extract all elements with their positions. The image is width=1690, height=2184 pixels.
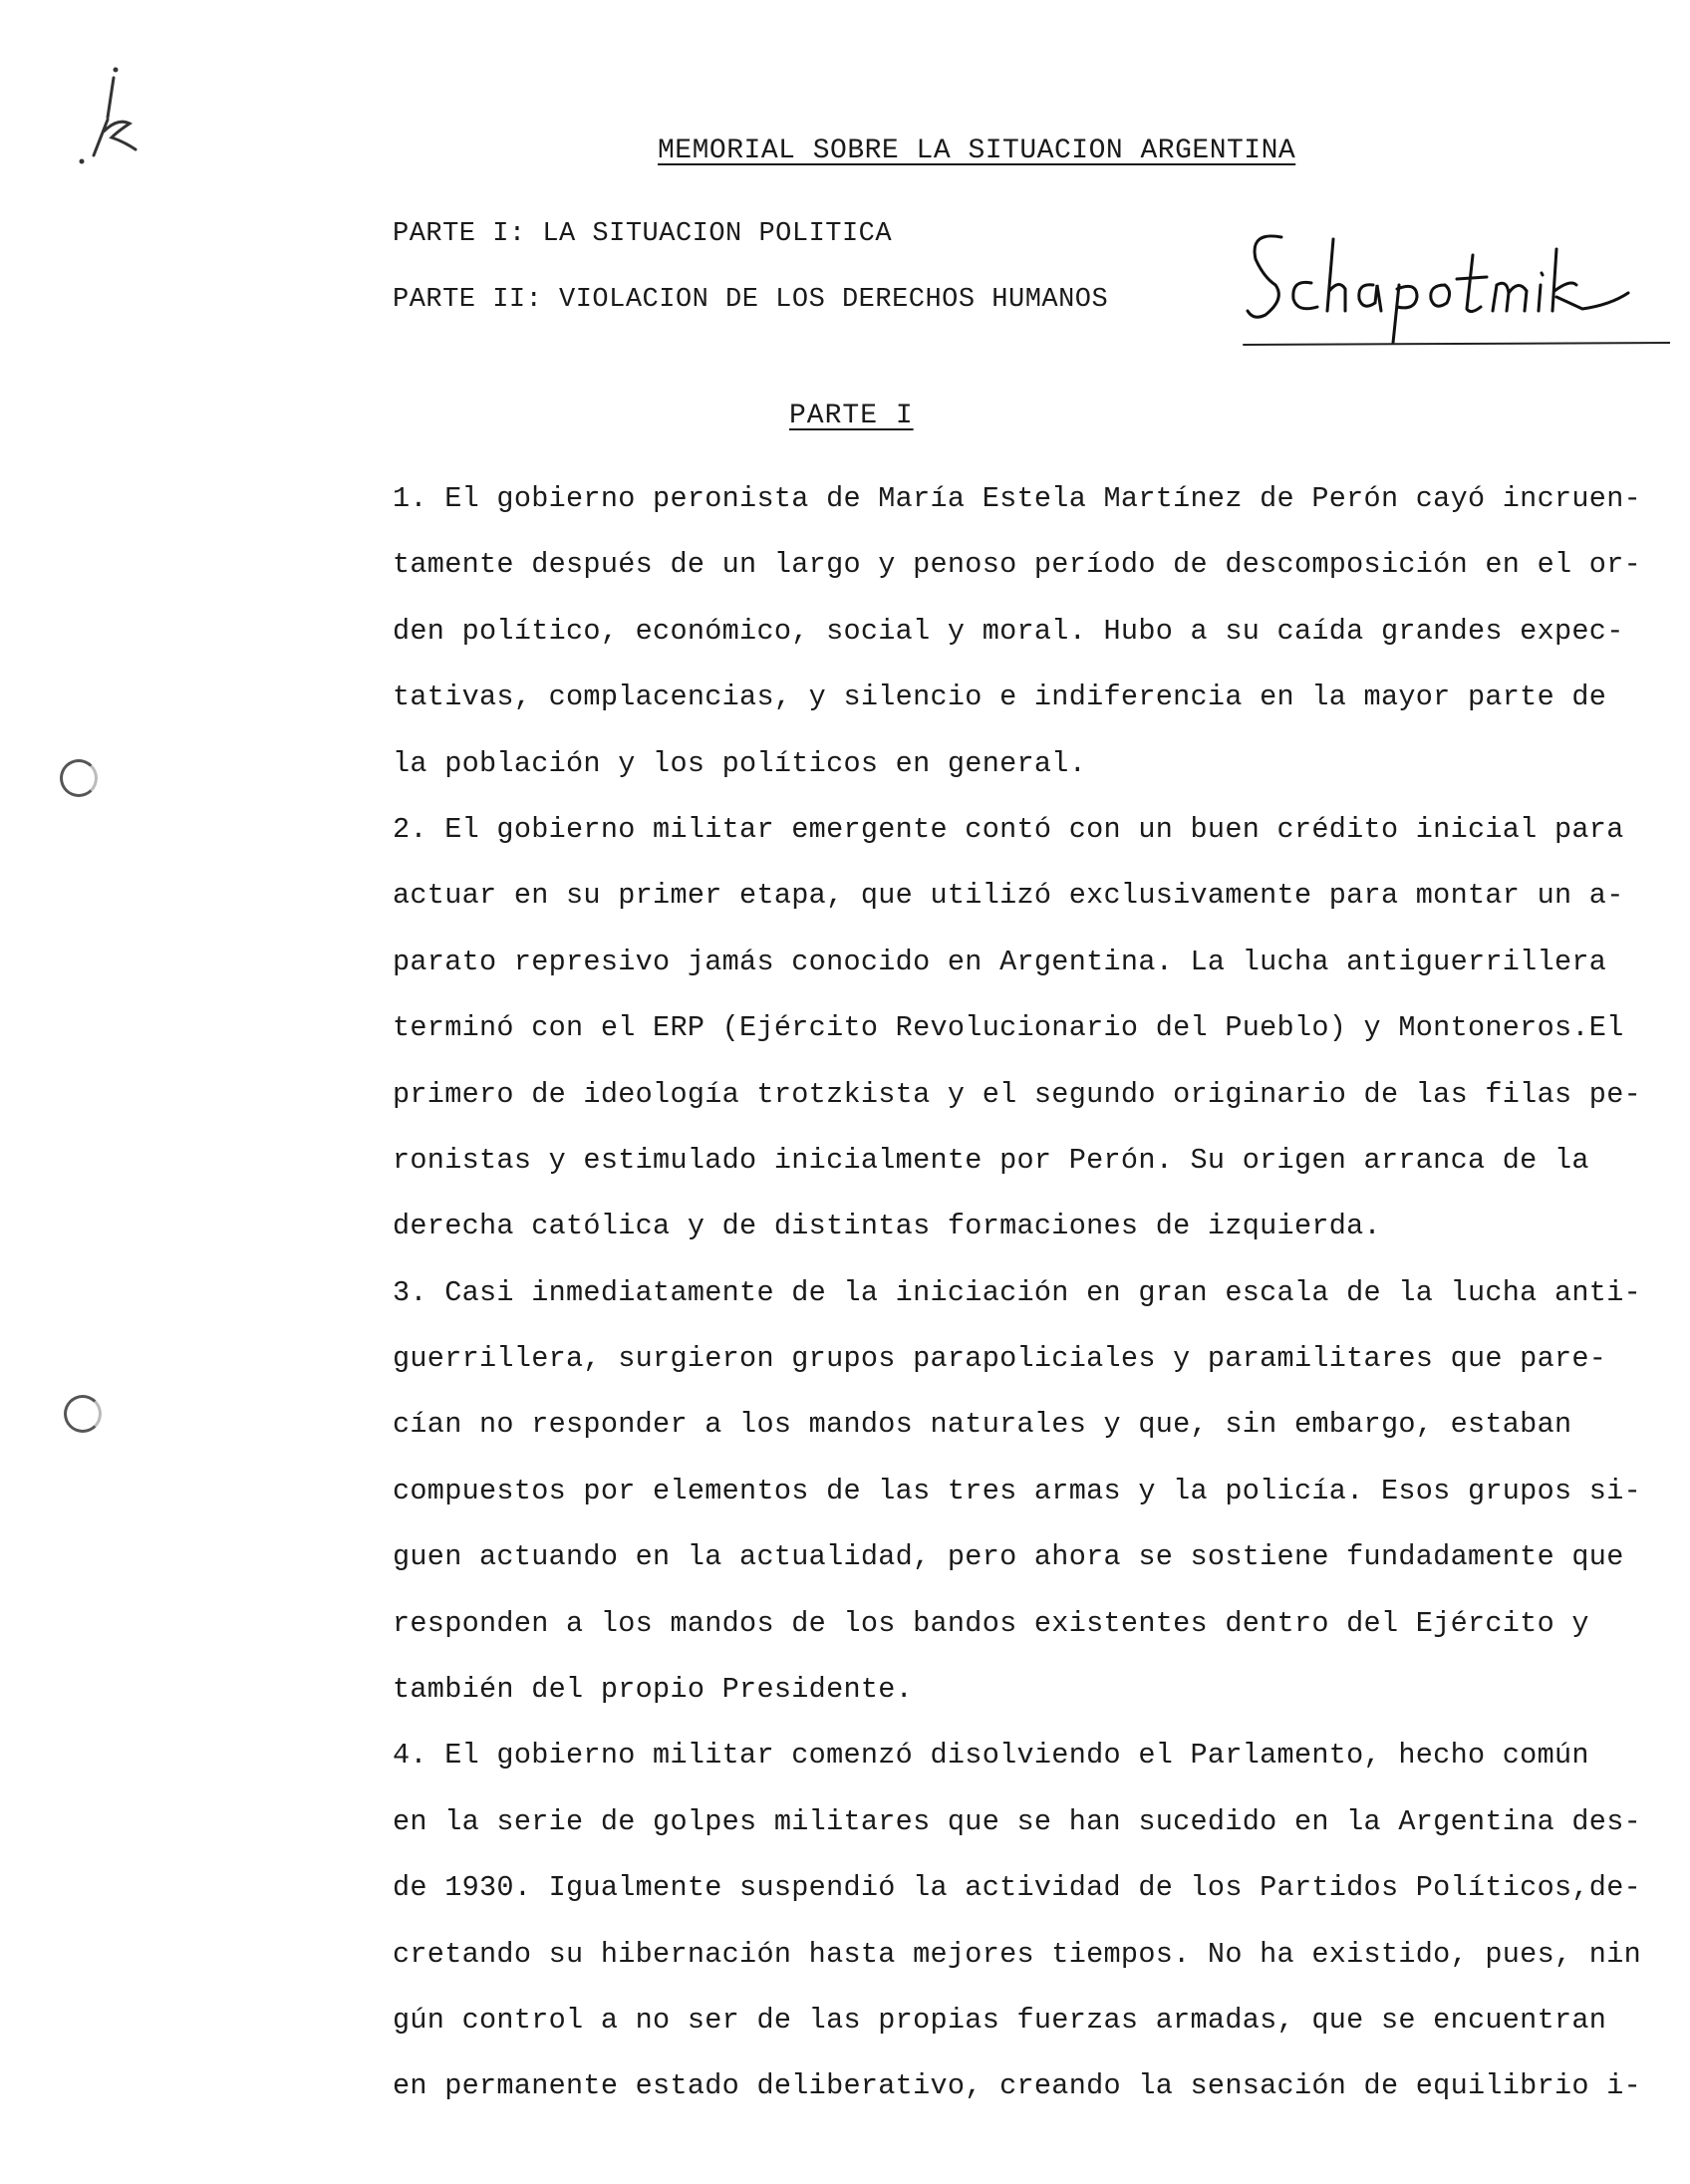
text-line: terminó con el ERP (Ejército Revolucionario del Pueblo) y Montoneros.El bbox=[393, 1011, 1624, 1045]
handwritten-signature bbox=[1242, 219, 1670, 349]
text-line: cretando su hibernación hasta mejores tiempos. No ha existido, pues, nin bbox=[393, 1937, 1641, 1971]
text-line: en permanente estado deliberativo, creando la sensación de equilibrio i- bbox=[393, 2069, 1641, 2103]
section-heading: PARTE I bbox=[789, 401, 914, 431]
text-line: responden a los mandos de los bandos existentes dentro del Ejército y bbox=[393, 1606, 1589, 1640]
text-line: derecha católica y de distintas formaciones de izquierda. bbox=[393, 1210, 1381, 1243]
punch-hole bbox=[60, 759, 98, 797]
subtitle-part-two: PARTE II: VIOLACION DE LOS DERECHOS HUMANOS bbox=[393, 285, 1109, 315]
text-line: en la serie de golpes militares que se han sucedido en la Argentina des- bbox=[393, 1804, 1641, 1838]
text-line: ronistas y estimulado inicialmente por Perón. Su origen arranca de la bbox=[393, 1143, 1589, 1177]
text-line: guerrillera, surgieron grupos parapoliciales y paramilitares que pare- bbox=[393, 1342, 1607, 1376]
document-body bbox=[393, 466, 1688, 2120]
punch-hole bbox=[64, 1395, 102, 1433]
text-line: 3. Casi inmediatamente de la iniciación en gran escala de la lucha anti- bbox=[393, 1275, 1641, 1309]
text-line: cían no responder a los mandos naturales y que, sin embargo, estaban bbox=[393, 1408, 1572, 1442]
handwritten-initial-mark bbox=[78, 58, 167, 167]
text-line: compuestos por elementos de las tres armas y la policía. Esos grupos si- bbox=[393, 1474, 1641, 1507]
text-line: 2. El gobierno militar emergente contó con un buen crédito inicial para bbox=[393, 812, 1624, 846]
text-line: actuar en su primer etapa, que utilizó exclusivamente para montar un a- bbox=[393, 879, 1624, 913]
text-line: también del propio Presidente. bbox=[393, 1673, 914, 1707]
text-line: tativas, complacencias, y silencio e indiferencia en la mayor parte de bbox=[393, 681, 1607, 714]
text-line: den político, económico, social y moral. Hubo a su caída grandes expec- bbox=[393, 614, 1624, 648]
text-line: 4. El gobierno militar comenzó disolviendo el Parlamento, hecho común bbox=[393, 1739, 1589, 1773]
text-line: tamente después de un largo y penoso período de descomposición en el or- bbox=[393, 548, 1641, 582]
text-line: parato represivo jamás conocido en Argentina. La lucha antiguerrillera bbox=[393, 945, 1607, 978]
document-title: MEMORIAL SOBRE LA SITUACION ARGENTINA bbox=[658, 136, 1296, 166]
text-line: gún control a no ser de las propias fuerzas armadas, que se encuentran bbox=[393, 2003, 1607, 2037]
text-line: 1. El gobierno peronista de María Estela Martínez de Perón cayó incruen- bbox=[393, 482, 1641, 515]
text-line: primero de ideología trotzkista y el segundo originario de las filas pe- bbox=[393, 1077, 1641, 1111]
subtitle-part-one: PARTE I: LA SITUACION POLITICA bbox=[393, 219, 893, 249]
text-line: guen actuando en la actualidad, pero ahora se sostiene fundadamente que bbox=[393, 1540, 1624, 1574]
text-line: de 1930. Igualmente suspendió la actividad de los Partidos Políticos,de- bbox=[393, 1871, 1641, 1905]
text-line: la población y los políticos en general. bbox=[393, 746, 1087, 780]
